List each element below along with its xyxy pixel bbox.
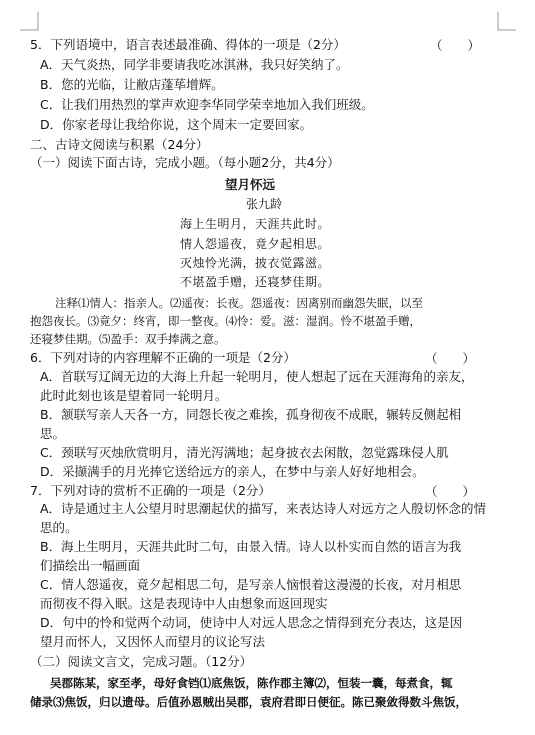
q5-answer-paren: （ ）: [430, 38, 481, 53]
q6-option-b-line2: 思。: [40, 426, 66, 441]
prose-line-1: 吴郡陈某，家至孝，母好食铛⑴底焦饭，陈作郡主簿⑵，恒装一囊，每煮食，辄: [50, 676, 453, 690]
corner-mark-right: [496, 12, 516, 36]
q6-option-a-line2: 此时此刻也该是望着同一轮明月。: [40, 388, 228, 403]
q6-option-b-line1: B．颔联写亲人天各一方，同怨长夜之难挨，孤身彻夜不成眠，辗转反侧起相: [40, 407, 462, 422]
notes-line-2: 抱怨夜长。⑶竟夕：终宵，即一整夜。⑷怜：爱。滋：湿润。怜不堪盈手赠，: [30, 314, 421, 328]
poem-line-2: 情人怨遥夜，竟夕起相思。: [180, 237, 331, 251]
poem-author: 张九龄: [246, 197, 283, 211]
part2-heading: （二）阅读文言文，完成习题。（12分）: [30, 654, 253, 669]
q5-option-c: C．让我们用热烈的掌声欢迎李华同学荣幸地加入我们班级。: [40, 97, 374, 112]
q6-option-a-line1: A．首联写辽阔无边的大海上升起一轮明月，使人想起了远在天涯海角的亲友，: [40, 369, 474, 384]
q7-option-b-line1: B．海上生明月，天涯共此时二句，由景入情。诗人以朴实而自然的语言为我: [40, 539, 462, 554]
prose-line-2: 储录⑶焦饭，归以遗母。后值孙恩贼出吴郡，袁府君即日便征。陈已聚敛得数斗焦饭，: [30, 695, 467, 709]
q5-stem: 5．下列语境中，语言表述最准确、得体的一项是（2分）: [30, 37, 346, 52]
q6-option-c: C．颈联写灭烛欣赏明月，清光泻满地；起身披衣去闲散，忽觉露珠侵人肌: [40, 445, 449, 460]
q7-option-c-line1: C．情人怨遥夜，竟夕起相思二句，是写亲人恼恨着这漫漫的长夜，对月相思: [40, 577, 462, 592]
q7-option-b-line2: 们描绘出一幅画面: [40, 558, 141, 573]
q5-option-b: B．您的光临，让敝店蓬荜增辉。: [40, 77, 224, 92]
poem-title: 望月怀远: [225, 177, 276, 192]
notes-line-1: 注释⑴情人：指亲人。⑵遥夜：长夜。怨遥夜：因离别而幽怨失眠，以至: [55, 296, 423, 310]
poem-line-4: 不堪盈手赠，还寝梦佳期。: [180, 275, 331, 289]
q7-option-d-line2: 望月而怀人，又因怀人而望月的议论写法: [40, 634, 266, 649]
poem-line-3: 灭烛怜光满，披衣觉露滋。: [180, 256, 331, 270]
q6-stem: 6．下列对诗的内容理解不正确的一项是（2分）: [30, 350, 296, 365]
q7-answer-paren: （ ）: [425, 484, 476, 499]
q7-option-c-line2: 而彻夜不得入眠。这是表现诗中人由想象而返回现实: [40, 596, 328, 611]
notes-line-3: 还寝梦佳期。⑸盈手：双手捧满之意。: [30, 332, 226, 346]
corner-mark-left: [20, 12, 40, 36]
q7-option-a-line2: 思的。: [40, 520, 78, 535]
section-heading: 二、古诗文阅读与积累（24分）: [30, 137, 209, 152]
poem-line-1: 海上生明月，天涯共此时。: [180, 217, 331, 231]
q7-option-d-line1: D．句中的怜和觉两个动词，使诗中人对远人思念之情得到充分表达，这是因: [40, 615, 463, 630]
q7-stem: 7．下列对诗的赏析不正确的一项是（2分）: [30, 483, 271, 498]
q7-option-a-line1: A．诗是通过主人公望月时思潮起伏的描写，来表达诗人对远方之人殷切怀念的情: [40, 501, 487, 516]
q5-option-a: A．天气炎热，同学非要请我吃冰淇淋，我只好笑纳了。: [40, 57, 349, 72]
q6-option-d: D．采撷满手的月光捧它送给远方的亲人，在梦中与亲人好好地相会。: [40, 464, 425, 479]
q6-answer-paren: （ ）: [425, 351, 476, 366]
q5-option-d: D．你家老母让我给你说，这个周末一定要回家。: [40, 117, 313, 132]
part1-heading: （一）阅读下面古诗，完成小题。（每小题2分，共4分）: [30, 155, 340, 170]
